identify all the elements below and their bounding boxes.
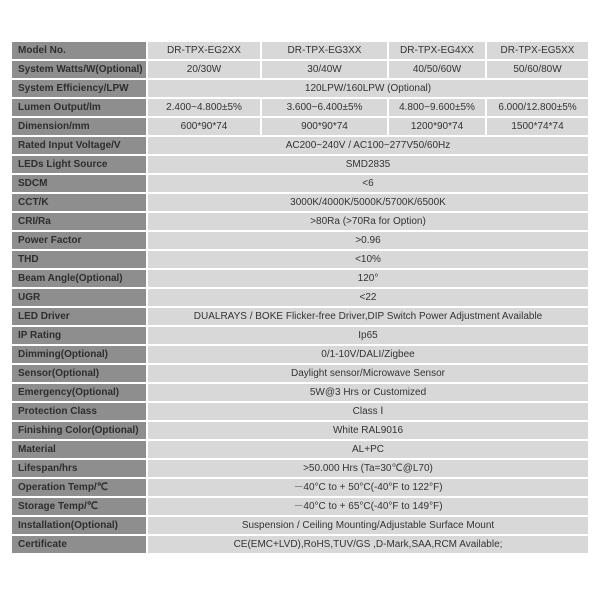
row-label: Emergency(Optional) (12, 384, 146, 401)
table-row (12, 270, 588, 287)
row-label: Material (12, 441, 146, 458)
row-label: Beam Angle(Optional) (12, 270, 146, 287)
value-cell: Daylight sensor/Microwave Sensor (148, 365, 588, 382)
row-label: Power Factor (12, 232, 146, 249)
value-cell: >50.000 Hrs (Ta=30℃@L70) (148, 460, 588, 477)
row-label: CCT/K (12, 194, 146, 211)
row-label: Protection Class (12, 403, 146, 420)
model-cell: DR-TPX-EG5XX (487, 42, 588, 59)
row-label: Sensor(Optional) (12, 365, 146, 382)
table-row (12, 403, 588, 420)
row-label: Installation(Optional) (12, 517, 146, 534)
value-cell: 50/60/80W (487, 61, 588, 78)
row-label: Certificate (12, 536, 146, 553)
row-label: Lumen Output/lm (12, 99, 146, 116)
row-label: Dimming(Optional) (12, 346, 146, 363)
row-label: Operation Temp/℃ (12, 479, 146, 496)
row-label: Storage Temp/℃ (12, 498, 146, 515)
table-row (12, 365, 588, 382)
model-cell: DR-TPX-EG4XX (389, 42, 485, 59)
table-row (12, 346, 588, 363)
table-row (12, 80, 588, 97)
value-cell: DUALRAYS / BOKE Flicker-free Driver,DIP Switch Power Adjustment Available (148, 308, 588, 325)
table-row (12, 441, 588, 458)
table-row (12, 384, 588, 401)
value-cell: <6 (148, 175, 588, 192)
row-label: LED Driver (12, 308, 146, 325)
value-cell: 4.800~9.600±5% (389, 99, 485, 116)
row-label: Lifespan/hrs (12, 460, 146, 477)
value-cell: 5W@3 Hrs or Customized (148, 384, 588, 401)
table-row (12, 479, 588, 496)
table-row (12, 156, 588, 173)
value-cell: －40°C to + 50°C(-40°F to 122°F) (148, 479, 588, 496)
table-row (12, 422, 588, 439)
value-cell: 40/50/60W (389, 61, 485, 78)
table-row (12, 327, 588, 344)
spec-table (12, 42, 588, 555)
table-row (12, 194, 588, 211)
row-label: THD (12, 251, 146, 268)
value-cell: 120LPW/160LPW (Optional) (148, 80, 588, 97)
table-row (12, 460, 588, 477)
table-row (12, 498, 588, 515)
model-cell: DR-TPX-EG3XX (262, 42, 387, 59)
table-row (12, 118, 588, 135)
table-row (12, 137, 588, 154)
table-row (12, 251, 588, 268)
value-cell: White RAL9016 (148, 422, 588, 439)
value-cell: 3.600~6.400±5% (262, 99, 387, 116)
value-cell: SMD2835 (148, 156, 588, 173)
value-cell: 1500*74*74 (487, 118, 588, 135)
value-cell: AC200~240V / AC100~277V50/60Hz (148, 137, 588, 154)
row-label: CRI/Ra (12, 213, 146, 230)
row-label: System Efficiency/LPW (12, 80, 146, 97)
value-cell: AL+PC (148, 441, 588, 458)
row-label: UGR (12, 289, 146, 306)
value-cell: 900*90*74 (262, 118, 387, 135)
value-cell: <22 (148, 289, 588, 306)
table-row (12, 99, 588, 116)
value-cell: 120° (148, 270, 588, 287)
value-cell: >0.96 (148, 232, 588, 249)
table-row (12, 61, 588, 78)
value-cell: 600*90*74 (148, 118, 260, 135)
table-row (12, 289, 588, 306)
table-row (12, 308, 588, 325)
row-label: LEDs Light Source (12, 156, 146, 173)
row-label: System Watts/W(Optional) (12, 61, 146, 78)
value-cell: －40°C to + 65°C(-40°F to 149°F) (148, 498, 588, 515)
table-row (12, 536, 588, 553)
value-cell: Suspension / Ceiling Mounting/Adjustable Surface Mount (148, 517, 588, 534)
value-cell: Ip65 (148, 327, 588, 344)
table-row (12, 213, 588, 230)
row-label: SDCM (12, 175, 146, 192)
value-cell: 3000K/4000K/5000K/5700K/6500K (148, 194, 588, 211)
row-label: Rated Input Voltage/V (12, 137, 146, 154)
value-cell: Class Ⅰ (148, 403, 588, 420)
table-row (12, 232, 588, 249)
value-cell: >80Ra (>70Ra for Option) (148, 213, 588, 230)
row-label: Dimension/mm (12, 118, 146, 135)
row-label: Model No. (12, 42, 146, 59)
value-cell: 2.400~4.800±5% (148, 99, 260, 116)
value-cell: 0/1-10V/DALI/Zigbee (148, 346, 588, 363)
model-cell: DR-TPX-EG2XX (148, 42, 260, 59)
value-cell: <10% (148, 251, 588, 268)
row-label: Finishing Color(Optional) (12, 422, 146, 439)
table-header-row (12, 42, 588, 59)
value-cell: 20/30W (148, 61, 260, 78)
table-row (12, 517, 588, 534)
value-cell: 1200*90*74 (389, 118, 485, 135)
table-row (12, 175, 588, 192)
value-cell: CE(EMC+LVD),RoHS,TUV/GS ,D-Mark,SAA,RCM Available; (148, 536, 588, 553)
value-cell: 6.000/12.800±5% (487, 99, 588, 116)
value-cell: 30/40W (262, 61, 387, 78)
row-label: IP Rating (12, 327, 146, 344)
